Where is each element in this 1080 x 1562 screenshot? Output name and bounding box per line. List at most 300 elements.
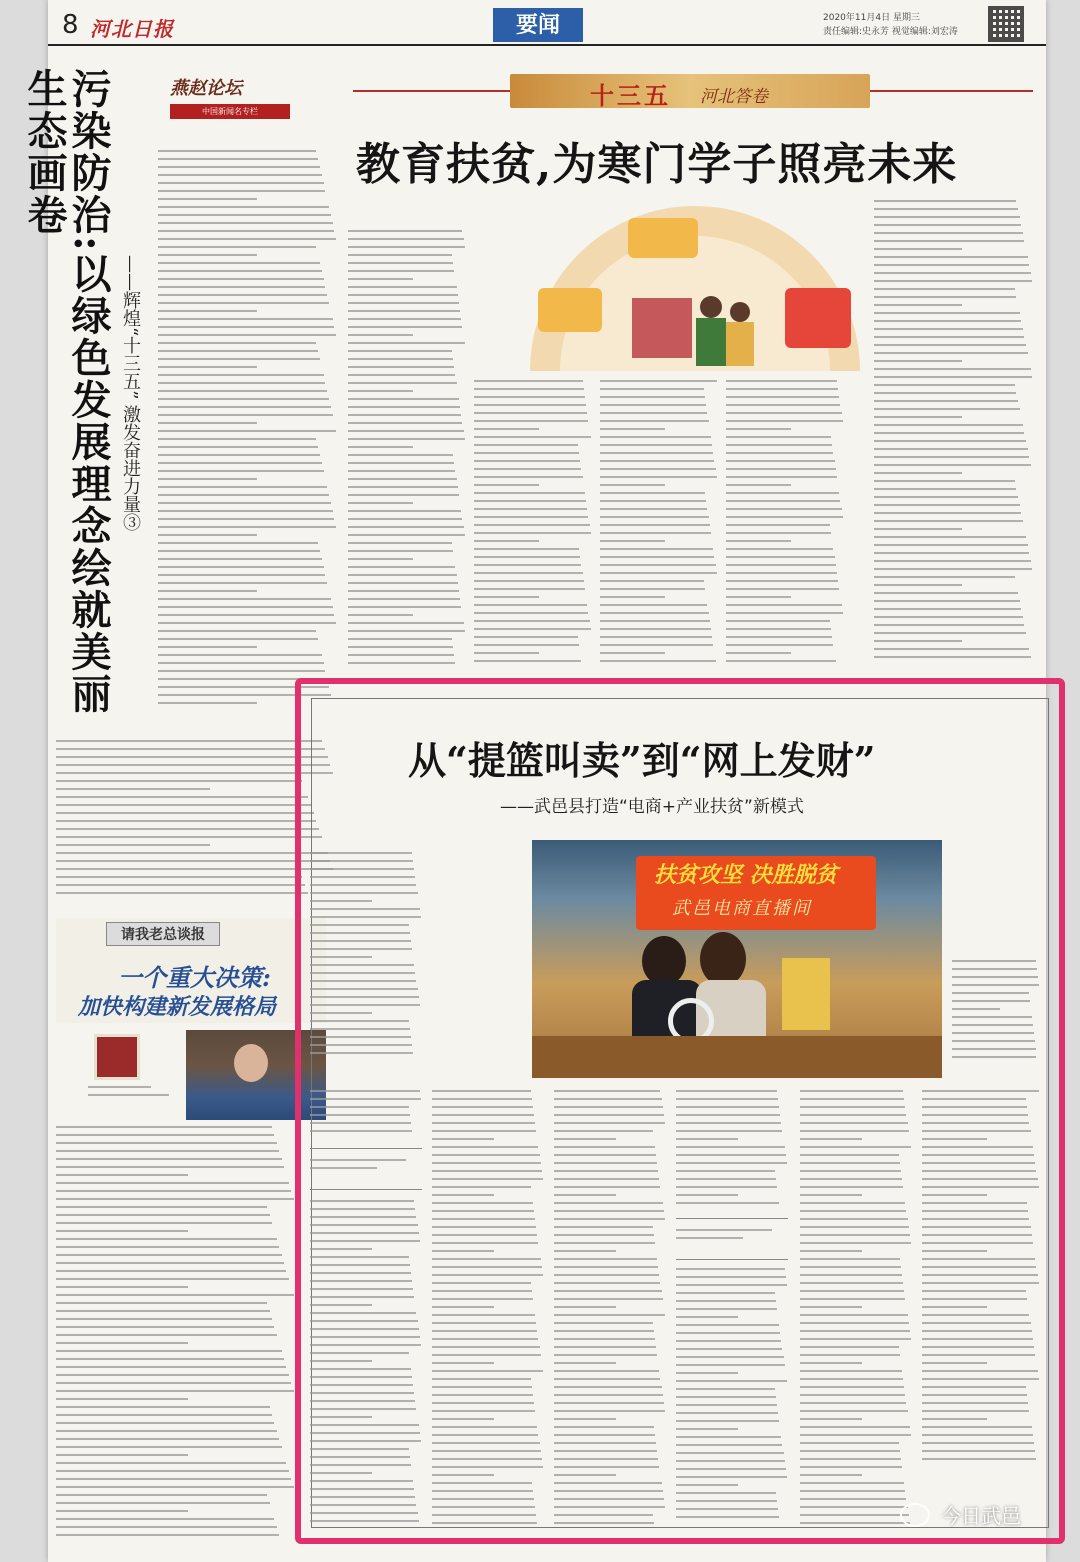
text-line	[800, 1450, 900, 1452]
text-line	[310, 924, 409, 926]
text-line	[726, 436, 831, 438]
text-line	[348, 230, 462, 232]
text-line	[554, 1362, 616, 1364]
text-line	[600, 396, 705, 398]
text-line	[56, 836, 322, 838]
text-line	[600, 404, 706, 406]
text-line	[310, 1400, 415, 1402]
text-line	[874, 520, 1023, 522]
text-line	[310, 908, 420, 910]
text-line	[348, 374, 455, 376]
text-line	[800, 1098, 904, 1100]
text-line	[310, 1232, 419, 1234]
text-line	[874, 632, 1026, 634]
text-line	[726, 420, 843, 422]
text-line	[432, 1458, 542, 1460]
text-line	[676, 1122, 781, 1124]
livestream-photo	[532, 840, 942, 1078]
text-line	[310, 1090, 420, 1092]
text-line	[310, 1472, 372, 1474]
text-line	[800, 1506, 908, 1508]
text-line	[432, 1442, 540, 1444]
text-line	[310, 964, 414, 966]
text-line	[348, 294, 458, 296]
photo-caption	[952, 960, 1040, 1070]
text-line	[922, 1378, 1039, 1380]
text-line	[310, 1320, 418, 1322]
text-line	[952, 984, 1039, 986]
text-line	[800, 1130, 909, 1132]
text-line	[474, 540, 539, 542]
banner-sublabel: 河北答卷	[700, 87, 768, 107]
text-line	[310, 1012, 372, 1014]
newspaper-page	[21, 0, 1046, 1562]
text-line	[158, 302, 329, 304]
text-line	[56, 1518, 274, 1520]
text-line	[158, 246, 316, 248]
text-line	[432, 1234, 537, 1236]
text-line	[676, 1186, 777, 1188]
text-line	[874, 528, 962, 530]
text-line	[348, 446, 413, 448]
text-line	[56, 1310, 270, 1312]
text-line	[922, 1242, 1033, 1244]
text-line	[158, 398, 329, 400]
main-story-col-2	[474, 380, 592, 670]
text-line	[874, 464, 1031, 466]
text-line	[56, 1150, 279, 1152]
text-line	[600, 524, 710, 526]
text-line	[158, 494, 329, 496]
text-line	[310, 940, 411, 942]
text-line	[310, 916, 421, 918]
wechat-icon	[900, 1503, 930, 1527]
text-line	[310, 1272, 411, 1274]
text-line	[800, 1402, 906, 1404]
text-line	[922, 1394, 1027, 1396]
text-line	[726, 388, 838, 390]
text-line	[158, 214, 331, 216]
text-line	[874, 232, 1023, 234]
text-line	[56, 740, 322, 742]
text-line	[922, 1186, 1039, 1188]
text-line	[800, 1362, 862, 1364]
text-line	[800, 1290, 904, 1292]
text-line	[310, 1432, 420, 1434]
text-line	[158, 702, 257, 704]
text-line	[676, 1508, 778, 1510]
text-line	[56, 820, 316, 822]
text-line	[348, 246, 465, 248]
text-line	[348, 358, 453, 360]
text-line	[676, 1316, 738, 1318]
text-line	[726, 612, 843, 614]
text-line	[676, 1284, 787, 1286]
text-line	[56, 1230, 188, 1232]
text-line	[554, 1282, 660, 1284]
text-line	[800, 1114, 906, 1116]
text-line	[348, 286, 457, 288]
text-line	[922, 1194, 987, 1196]
editor-line: 责任编辑:史永芳 视觉编辑:刘宏涛	[823, 27, 958, 37]
text-line	[348, 606, 461, 608]
text-line	[874, 536, 1026, 538]
text-line	[600, 580, 704, 582]
text-line	[874, 216, 1020, 218]
text-line	[676, 1356, 784, 1358]
text-line	[158, 670, 325, 672]
text-line	[474, 644, 579, 646]
text-line	[554, 1138, 616, 1140]
text-line	[600, 500, 706, 502]
text-line	[158, 614, 334, 616]
text-line	[554, 1234, 654, 1236]
text-line	[474, 652, 539, 654]
featured-col-4	[676, 1090, 788, 1210]
text-line	[874, 576, 1015, 578]
text-line	[874, 448, 1028, 450]
paper-name-logo: 河北日报	[90, 17, 174, 41]
text-line	[874, 488, 1016, 490]
text-line	[922, 1162, 1035, 1164]
text-line	[874, 480, 1015, 482]
text-line	[676, 1476, 787, 1478]
text-line	[432, 1090, 531, 1092]
text-line	[474, 556, 580, 558]
text-line	[474, 460, 580, 462]
text-line	[158, 438, 316, 440]
text-line	[676, 1268, 785, 1270]
text-line	[922, 1402, 1028, 1404]
text-line	[874, 568, 1032, 570]
text-line	[800, 1338, 911, 1340]
text-line	[600, 428, 665, 430]
text-line	[432, 1250, 494, 1252]
photo-sign-line2: 武邑电商直播间	[672, 898, 812, 919]
text-line	[800, 1370, 902, 1372]
text-line	[676, 1388, 775, 1390]
text-line	[432, 1218, 535, 1220]
text-line	[310, 956, 372, 958]
text-line	[432, 1322, 536, 1324]
text-line	[158, 646, 257, 648]
text-line	[158, 190, 325, 192]
featured-pullquote-1	[310, 1148, 422, 1190]
text-line	[874, 320, 1021, 322]
text-line	[800, 1202, 905, 1204]
text-line	[676, 1162, 787, 1164]
text-line	[310, 1360, 372, 1362]
text-line	[952, 1016, 1032, 1018]
featured-pullquote-2	[676, 1218, 788, 1260]
text-line	[56, 868, 333, 870]
text-line	[158, 150, 316, 152]
text-line	[726, 524, 830, 526]
text-line	[922, 1170, 1036, 1172]
text-line	[874, 560, 1031, 562]
text-line	[922, 1258, 1035, 1260]
text-line	[554, 1418, 616, 1420]
featured-col-3	[554, 1090, 666, 1530]
thirteenth-five-year-banner	[510, 74, 870, 108]
text-line	[600, 620, 710, 622]
text-line	[726, 572, 837, 574]
text-line	[158, 542, 318, 544]
text-line	[310, 988, 418, 990]
text-line	[874, 248, 962, 250]
text-line	[922, 1250, 987, 1252]
text-line	[922, 1090, 1039, 1092]
text-line	[676, 1484, 738, 1486]
text-line	[158, 630, 316, 632]
text-line	[348, 574, 457, 576]
forum-logo-text: 燕赵论坛	[170, 78, 242, 99]
text-line	[158, 454, 320, 456]
text-line	[600, 596, 665, 598]
text-line	[554, 1386, 662, 1388]
text-line	[800, 1410, 908, 1412]
text-line	[56, 1430, 277, 1432]
text-line	[56, 1350, 282, 1352]
text-line	[310, 1106, 409, 1108]
text-line	[952, 968, 1037, 970]
text-line	[158, 566, 324, 568]
text-line	[874, 592, 1018, 594]
text-line	[348, 342, 465, 344]
text-line	[922, 1434, 1033, 1436]
text-line	[800, 1442, 899, 1444]
text-line	[800, 1234, 910, 1236]
text-line	[310, 1520, 419, 1522]
text-line	[56, 764, 330, 766]
text-line	[310, 1328, 419, 1330]
text-line	[432, 1474, 494, 1476]
text-line	[56, 1478, 291, 1480]
text-line	[56, 1270, 286, 1272]
text-line	[600, 460, 714, 462]
text-line	[158, 470, 324, 472]
text-line	[348, 542, 452, 544]
text-line	[432, 1514, 536, 1516]
text-line	[676, 1202, 779, 1204]
lower-left-body	[56, 1126, 296, 1546]
text-line	[56, 804, 311, 806]
text-line	[348, 502, 413, 504]
text-line	[158, 502, 331, 504]
text-line	[600, 468, 716, 470]
text-line	[874, 400, 1018, 402]
text-line	[922, 1290, 1026, 1292]
wechat-watermark	[900, 1500, 1021, 1534]
text-line	[676, 1444, 782, 1446]
text-line	[432, 1306, 494, 1308]
text-line	[432, 1130, 536, 1132]
text-line	[432, 1138, 494, 1140]
text-line	[800, 1298, 905, 1300]
text-line	[600, 484, 665, 486]
text-line	[676, 1138, 738, 1140]
text-line	[800, 1498, 906, 1500]
text-line	[432, 1450, 541, 1452]
text-line	[310, 1122, 411, 1124]
text-line	[56, 1342, 188, 1344]
text-line	[474, 596, 539, 598]
text-line	[800, 1482, 904, 1484]
text-line	[952, 1048, 1036, 1050]
text-line	[348, 454, 453, 456]
text-line	[922, 1154, 1034, 1156]
text-line	[310, 1480, 413, 1482]
text-line	[922, 1138, 987, 1140]
text-line	[874, 616, 1023, 618]
text-line	[432, 1194, 494, 1196]
text-line	[554, 1194, 616, 1196]
text-line	[554, 1442, 656, 1444]
text-line	[726, 452, 833, 454]
text-line	[800, 1266, 901, 1268]
text-line	[310, 1384, 413, 1386]
text-line	[310, 972, 415, 974]
text-line	[554, 1466, 659, 1468]
text-line	[554, 1370, 659, 1372]
text-line	[554, 1298, 663, 1300]
text-line	[348, 558, 413, 560]
text-line	[676, 1178, 776, 1180]
text-line	[922, 1410, 1029, 1412]
text-line	[310, 1496, 415, 1498]
text-line	[554, 1506, 665, 1508]
text-line	[676, 1340, 781, 1342]
text-line	[474, 580, 584, 582]
text-line	[432, 1178, 543, 1180]
text-line	[676, 1404, 777, 1406]
text-line	[952, 976, 1038, 978]
text-line	[800, 1330, 910, 1332]
text-line	[348, 302, 459, 304]
featured-col-4-bottom	[676, 1268, 788, 1530]
text-line	[600, 516, 709, 518]
text-line	[348, 414, 461, 416]
text-line	[432, 1266, 542, 1268]
text-line	[348, 270, 454, 272]
text-line	[56, 1422, 274, 1424]
text-line	[554, 1330, 654, 1332]
text-line	[474, 588, 585, 590]
text-line	[554, 1202, 663, 1204]
text-line	[158, 174, 322, 176]
promo-tag: 请我老总谈报	[106, 922, 220, 946]
text-line	[874, 440, 1026, 442]
text-line	[554, 1514, 653, 1516]
text-line	[432, 1162, 541, 1164]
text-line	[56, 892, 308, 894]
text-line	[800, 1146, 911, 1148]
text-line	[310, 1044, 412, 1046]
text-line	[310, 860, 413, 862]
text-line	[874, 416, 962, 418]
text-line	[56, 876, 302, 878]
text-line	[56, 1142, 277, 1144]
text-line	[726, 644, 833, 646]
text-line	[310, 1336, 420, 1338]
text-line	[922, 1370, 1038, 1372]
text-line	[952, 960, 1036, 962]
text-line	[676, 1098, 778, 1100]
text-line	[474, 436, 591, 438]
featured-col-1	[310, 852, 422, 1062]
text-line	[474, 404, 586, 406]
text-line	[922, 1298, 1027, 1300]
text-line	[348, 518, 462, 520]
promo-caption-text	[88, 1086, 178, 1110]
text-line	[158, 254, 257, 256]
left-column-body-lower	[56, 740, 336, 900]
text-line	[158, 230, 334, 232]
text-line	[874, 504, 1020, 506]
text-line	[726, 444, 832, 446]
text-line	[310, 1288, 413, 1290]
text-line	[474, 468, 581, 470]
text-line	[922, 1130, 1031, 1132]
text-line	[874, 648, 1029, 650]
text-line	[800, 1218, 908, 1220]
text-line	[874, 344, 1026, 346]
text-line	[800, 1122, 908, 1124]
text-line	[676, 1308, 777, 1310]
text-line	[348, 614, 413, 616]
text-line	[874, 200, 1016, 202]
text-line	[554, 1474, 616, 1476]
text-line	[676, 1500, 777, 1502]
text-line	[874, 376, 1032, 378]
text-line	[432, 1282, 531, 1284]
date-line: 2020年11月4日 星期三	[823, 13, 920, 23]
text-line	[726, 660, 836, 662]
featured-col-1-bottom	[310, 1200, 422, 1530]
text-line	[310, 1368, 411, 1370]
text-line	[676, 1276, 786, 1278]
text-line	[432, 1258, 541, 1260]
text-line	[158, 606, 333, 608]
text-line	[554, 1186, 660, 1188]
text-line	[474, 500, 586, 502]
text-line	[474, 380, 583, 382]
text-line	[310, 1020, 409, 1022]
text-line	[56, 1390, 294, 1392]
text-line	[432, 1386, 532, 1388]
text-line	[56, 1502, 270, 1504]
text-line	[56, 1246, 279, 1248]
text-line	[56, 1374, 289, 1376]
text-line	[348, 470, 455, 472]
text-line	[158, 622, 336, 624]
text-line	[56, 788, 210, 790]
text-line	[158, 206, 329, 208]
text-line	[554, 1498, 664, 1500]
text-line	[56, 1158, 282, 1160]
text-line	[554, 1250, 616, 1252]
text-line	[952, 1056, 1036, 1058]
text-line	[800, 1354, 900, 1356]
text-line	[348, 662, 455, 664]
text-line	[922, 1210, 1028, 1212]
text-line	[348, 646, 453, 648]
text-line	[874, 544, 1028, 546]
text-line	[922, 1330, 1032, 1332]
text-line	[874, 472, 962, 474]
text-line	[158, 582, 327, 584]
text-line	[310, 932, 410, 934]
